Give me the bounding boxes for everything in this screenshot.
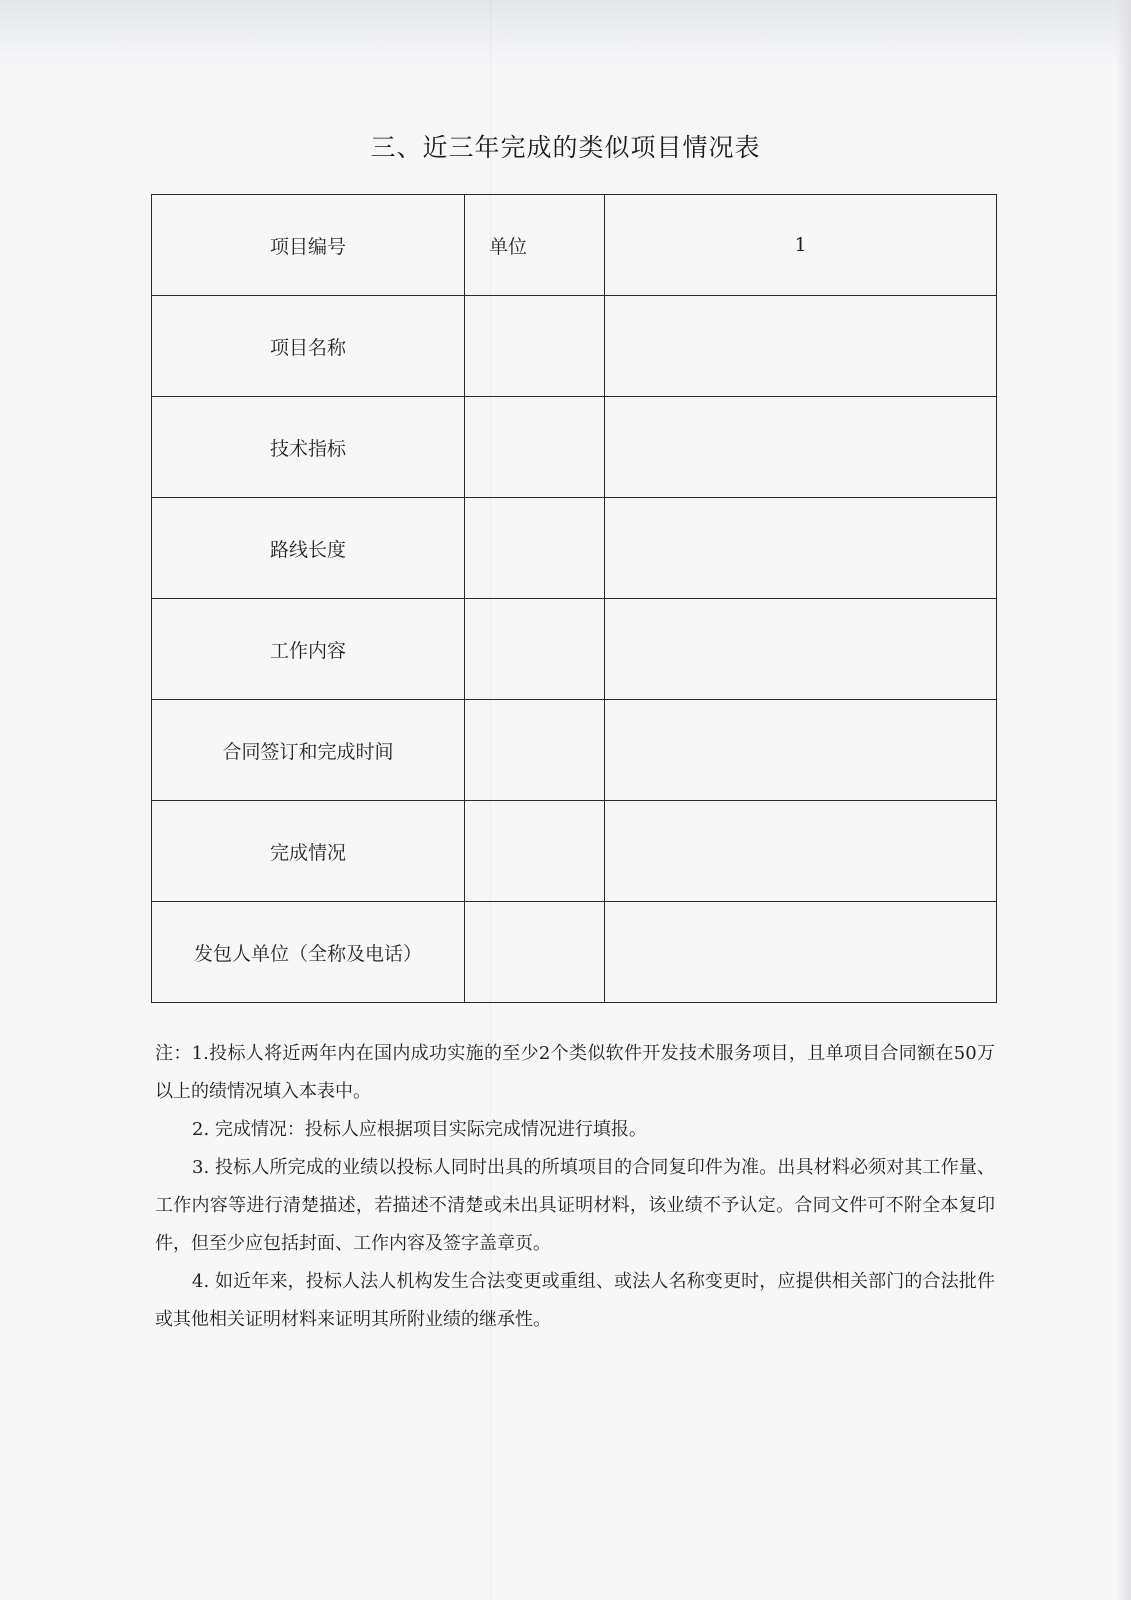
table-row-completion-status bbox=[152, 801, 997, 902]
note-2: 2. 完成情况：投标人应根据项目实际完成情况进行填报。 bbox=[192, 1119, 647, 1140]
cell-value bbox=[605, 599, 997, 700]
cell-unit bbox=[465, 397, 605, 498]
cell-unit bbox=[465, 599, 605, 700]
table-row-client bbox=[152, 902, 997, 1003]
cell-label: 发包人单位（全称及电话） bbox=[152, 902, 465, 1003]
table-row-work-content bbox=[152, 599, 997, 700]
cell-value bbox=[605, 296, 997, 397]
cell-value bbox=[605, 902, 997, 1003]
scan-top-shadow bbox=[0, 0, 1131, 70]
page-title: 三、近三年完成的类似项目情况表 bbox=[370, 133, 761, 162]
note-4: 4. 如近年来，投标人法人机构发生合法变更或重组、或法人名称变更时，应提供相关部门的合法批件或其他相关证明材料来证明其所附业绩的继承性。 bbox=[155, 1271, 995, 1330]
cell-unit bbox=[465, 700, 605, 801]
cell-value bbox=[605, 498, 997, 599]
scan-right-edge bbox=[1115, 0, 1131, 1600]
cell-label: 完成情况 bbox=[152, 801, 465, 902]
cell-label: 路线长度 bbox=[152, 498, 465, 599]
note-1: 注：1.投标人将近两年内在国内成功实施的至少2个类似软件开发技术服务项目，且单项目合同额在50万以上的绩情况填入本表中。 bbox=[155, 1043, 995, 1102]
cell-value: 1 bbox=[605, 195, 997, 296]
table-row-project-number bbox=[152, 195, 997, 296]
cell-label: 合同签订和完成时间 bbox=[152, 700, 465, 801]
cell-value bbox=[605, 397, 997, 498]
cell-label: 项目名称 bbox=[152, 296, 465, 397]
cell-value bbox=[605, 700, 997, 801]
notes-section bbox=[155, 1035, 995, 1339]
cell-value bbox=[605, 801, 997, 902]
cell-label: 项目编号 bbox=[152, 195, 465, 296]
cell-unit bbox=[465, 801, 605, 902]
table-row-route-length bbox=[152, 498, 997, 599]
cell-unit bbox=[465, 902, 605, 1003]
cell-unit bbox=[465, 296, 605, 397]
cell-label: 技术指标 bbox=[152, 397, 465, 498]
table-row-contract-dates bbox=[152, 700, 997, 801]
cell-unit bbox=[465, 498, 605, 599]
cell-label: 工作内容 bbox=[152, 599, 465, 700]
note-3: 3. 投标人所完成的业绩以投标人同时出具的所填项目的合同复印件为准。出具材料必须对其工作量、工作内容等进行清楚描述，若描述不清楚或未出具证明材料，该业绩不予认定。合同文件可不附全本复印件，但至少应包括封面、工作内容及签字盖章页。 bbox=[155, 1157, 995, 1254]
project-table bbox=[151, 194, 997, 1003]
table-row-project-name bbox=[152, 296, 997, 397]
cell-unit: 单位 bbox=[465, 195, 605, 296]
table-row-technical-index bbox=[152, 397, 997, 498]
